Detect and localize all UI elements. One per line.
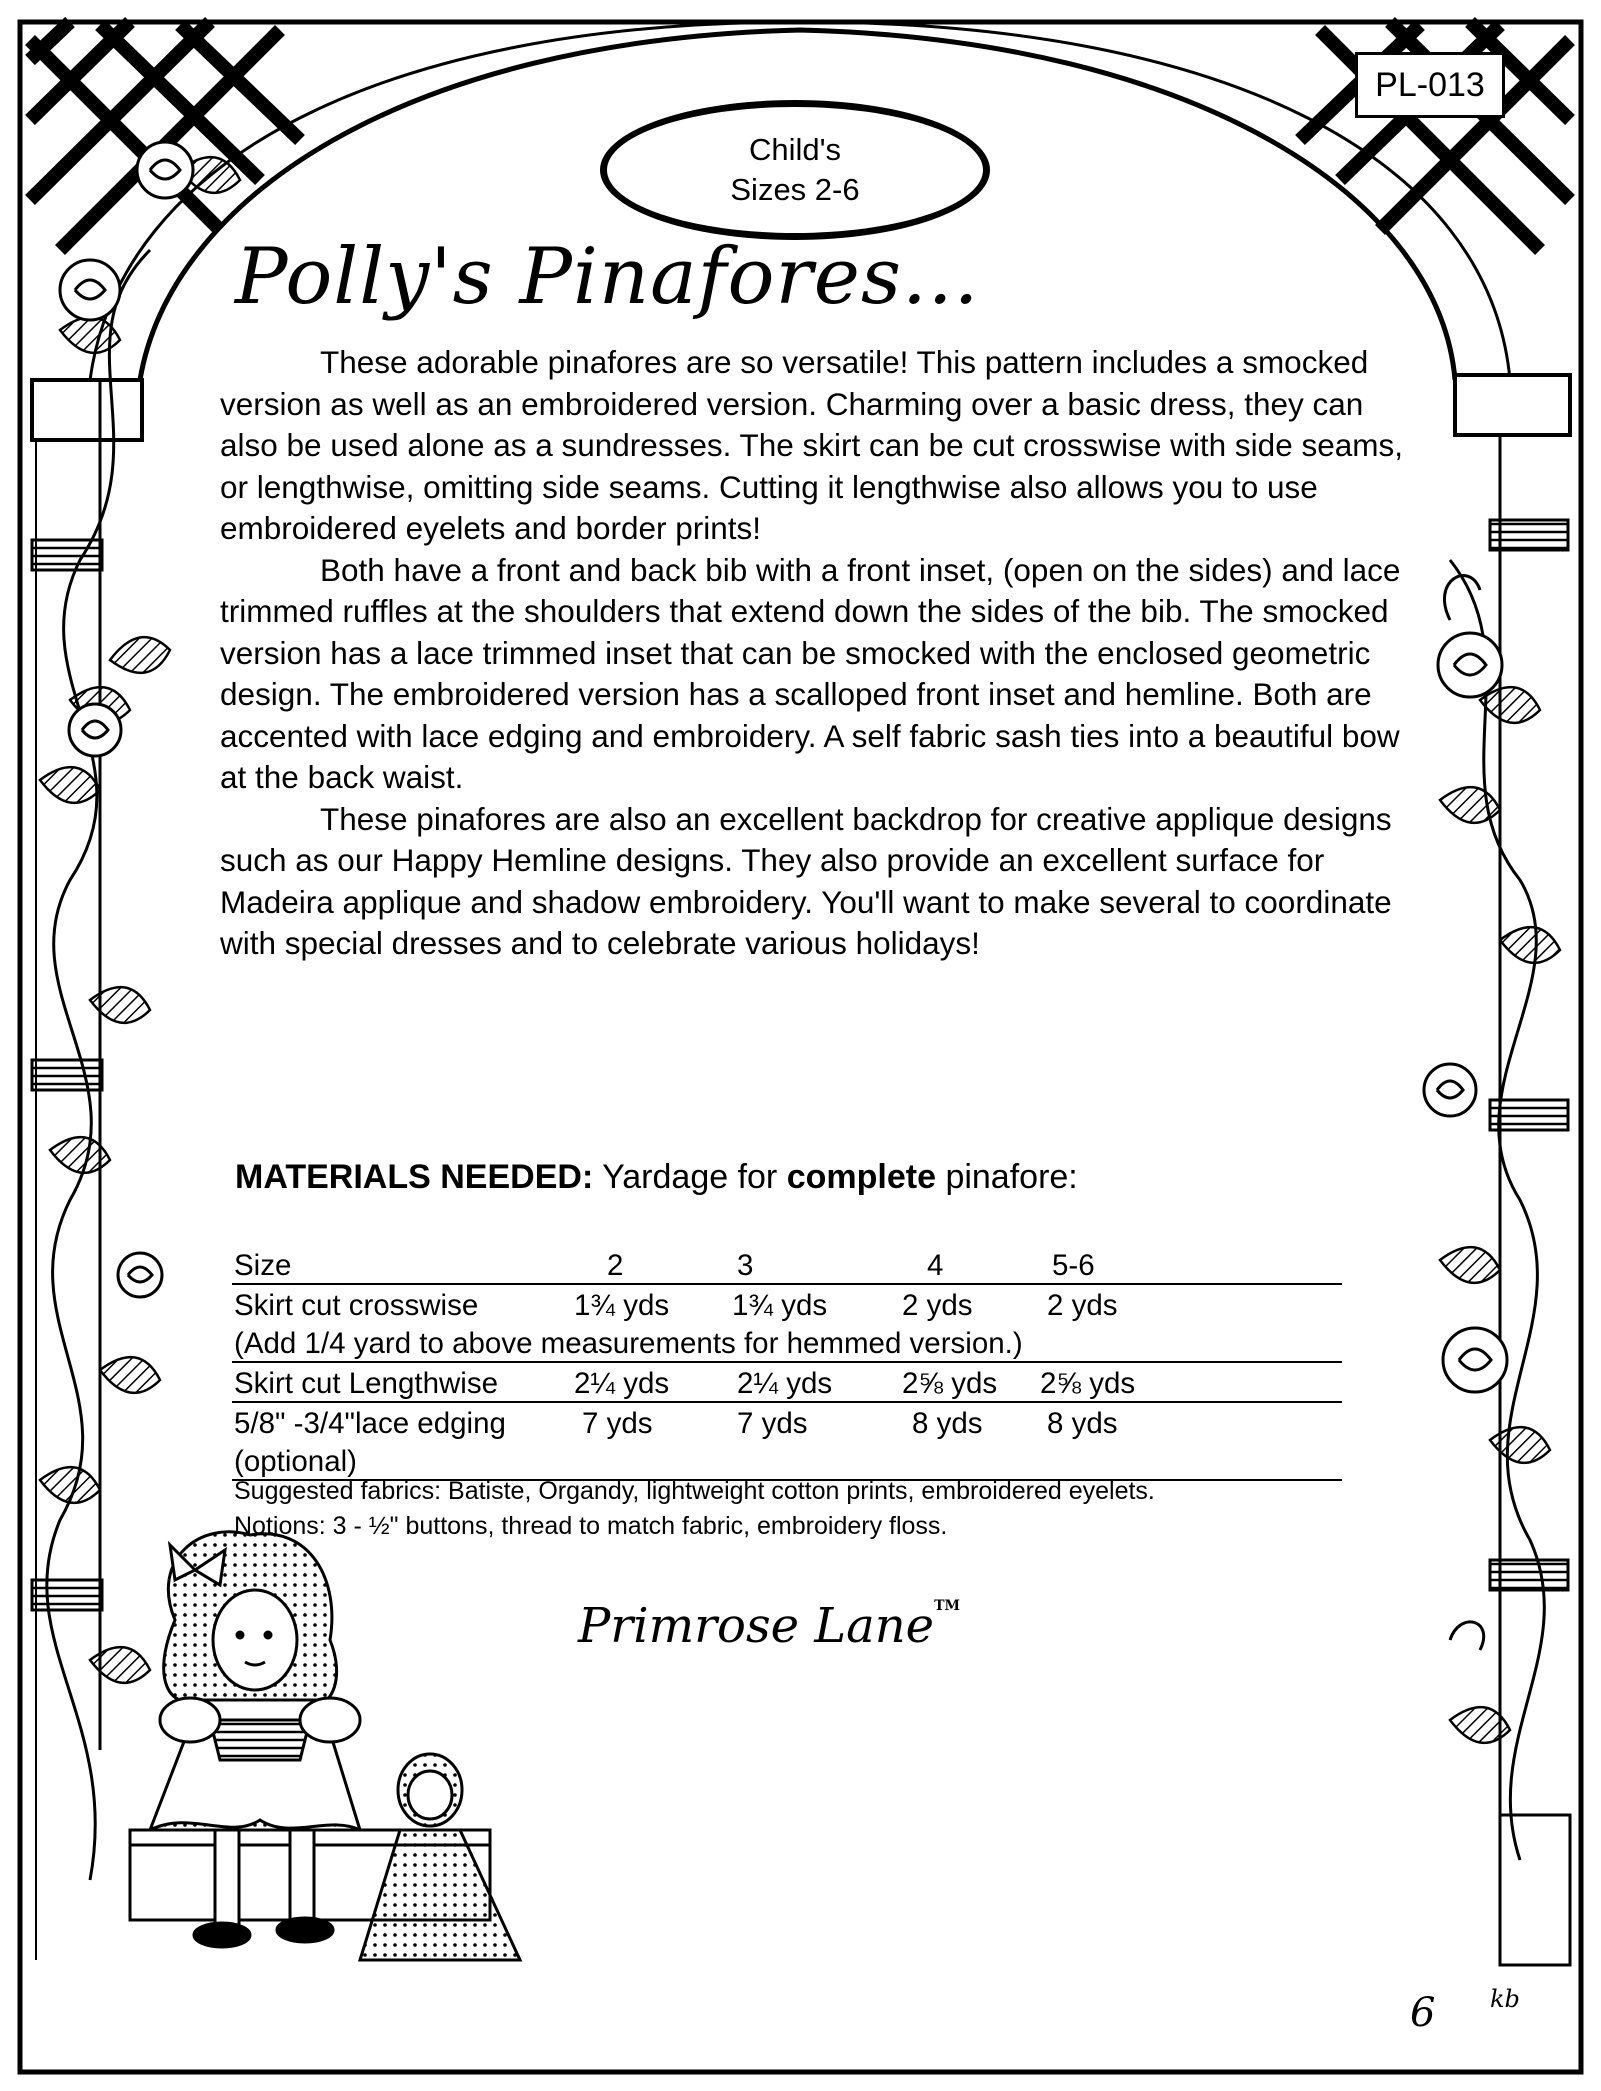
- pattern-title: Polly's Pinafores...: [235, 232, 980, 322]
- header-cell: 3: [737, 1249, 754, 1282]
- notions: Notions: 3 - ½" buttons, thread to match fabric, embroidery floss.: [234, 1512, 948, 1540]
- row-label: Skirt cut crosswise: [234, 1289, 479, 1322]
- header-cell: 5-6: [1052, 1249, 1095, 1282]
- fabric-notes: [234, 1474, 1155, 1544]
- description-paragraph: These adorable pinafores are so versatile! This pattern includes a smocked version as well as an embroidered version. Charming over a basic dress, they can also be used alone as a sundresses. The skirt can be cut crosswise with side seams, or lengthwise, omitting side seams. Cutting it lengthwise also allows you to use embroidered eyelets and border prints!: [220, 344, 1404, 546]
- artist-initials: kb: [1490, 1985, 1520, 2013]
- page-number: 6: [1410, 1990, 1436, 2036]
- description: [220, 342, 1420, 965]
- pattern-code-box: [1355, 52, 1505, 118]
- lattice-left: [30, 22, 300, 250]
- description-paragraph: Both have a front and back bib with a front inset, (open on the sides) and lace trimmed ruffles at the shoulders that extend down the sides of the bib. The smocked version has a lace trimmed inset that can be smocked with the enclosed geometric design. The embroidered version has a scalloped front inset and hemline. Both are accented with lace edging and embroidery. A self fabric sash ties into a beautiful bow at the back waist.: [220, 551, 1401, 795]
- optional-note: (optional): [234, 1445, 357, 1478]
- table-cell: 2 yds: [902, 1289, 973, 1322]
- brand-logo: [578, 1598, 960, 1654]
- table-cell: 2¼ yds: [574, 1367, 670, 1400]
- pattern-code: PL-013: [1375, 65, 1485, 104]
- size-badge-line1: Child's: [748, 132, 842, 167]
- materials-emphasis: complete: [786, 1158, 936, 1196]
- table-header-row: [232, 1245, 1342, 1285]
- table-cell: 2⅝ yds: [902, 1367, 998, 1400]
- row-label: 5/8" -3/4"lace edging: [234, 1407, 506, 1440]
- table-row: [232, 1403, 1342, 1441]
- size-badge: [600, 100, 990, 240]
- materials-text-after: pinafore:: [945, 1158, 1078, 1196]
- table-cell: 2⅝ yds: [1040, 1367, 1136, 1400]
- table-cell: 2¼ yds: [737, 1367, 833, 1400]
- suggested-fabrics: Suggested fabrics: Batiste, Organdy, lightweight cotton prints, embroidered eyelets.: [234, 1477, 1155, 1505]
- materials-heading: MATERIALS NEEDED:: [235, 1158, 594, 1196]
- table-cell: 1¾ yds: [732, 1289, 828, 1322]
- table-row: [232, 1363, 1342, 1403]
- brand-name: Primrose Lane: [578, 1598, 935, 1654]
- header-cell: 2: [607, 1249, 624, 1282]
- table-note-row: [232, 1323, 1342, 1363]
- table-cell: 8 yds: [1047, 1407, 1118, 1440]
- yardage-table: [232, 1245, 1342, 1481]
- hem-note: (Add 1/4 yard to above measurements for hemmed version.): [234, 1327, 1023, 1360]
- table-cell: 7 yds: [582, 1407, 653, 1440]
- row-label: Skirt cut Lengthwise: [234, 1367, 498, 1400]
- girl-with-doll-illustration: [130, 1532, 520, 1960]
- table-cell: 1¾ yds: [574, 1289, 670, 1322]
- table-cell: 7 yds: [737, 1407, 808, 1440]
- table-row: [232, 1285, 1342, 1323]
- description-paragraph: These pinafores are also an excellent backdrop for creative applique designs such as our Happy Hemline designs. They also provide an excellent surface for Madeira applique and shadow embroidery. You'll want to make several to coordinate with special dresses and to celebrate various holidays!: [220, 800, 1392, 961]
- size-badge-line2: Sizes 2-6: [730, 172, 860, 207]
- materials-heading-line: [235, 1158, 1078, 1197]
- trademark: TM: [934, 1598, 960, 1614]
- table-cell: 2 yds: [1047, 1289, 1118, 1322]
- materials-text-before: Yardage for: [602, 1158, 778, 1196]
- table-cell: 8 yds: [912, 1407, 983, 1440]
- header-cell: 4: [927, 1249, 944, 1282]
- header-cell: Size: [234, 1249, 292, 1282]
